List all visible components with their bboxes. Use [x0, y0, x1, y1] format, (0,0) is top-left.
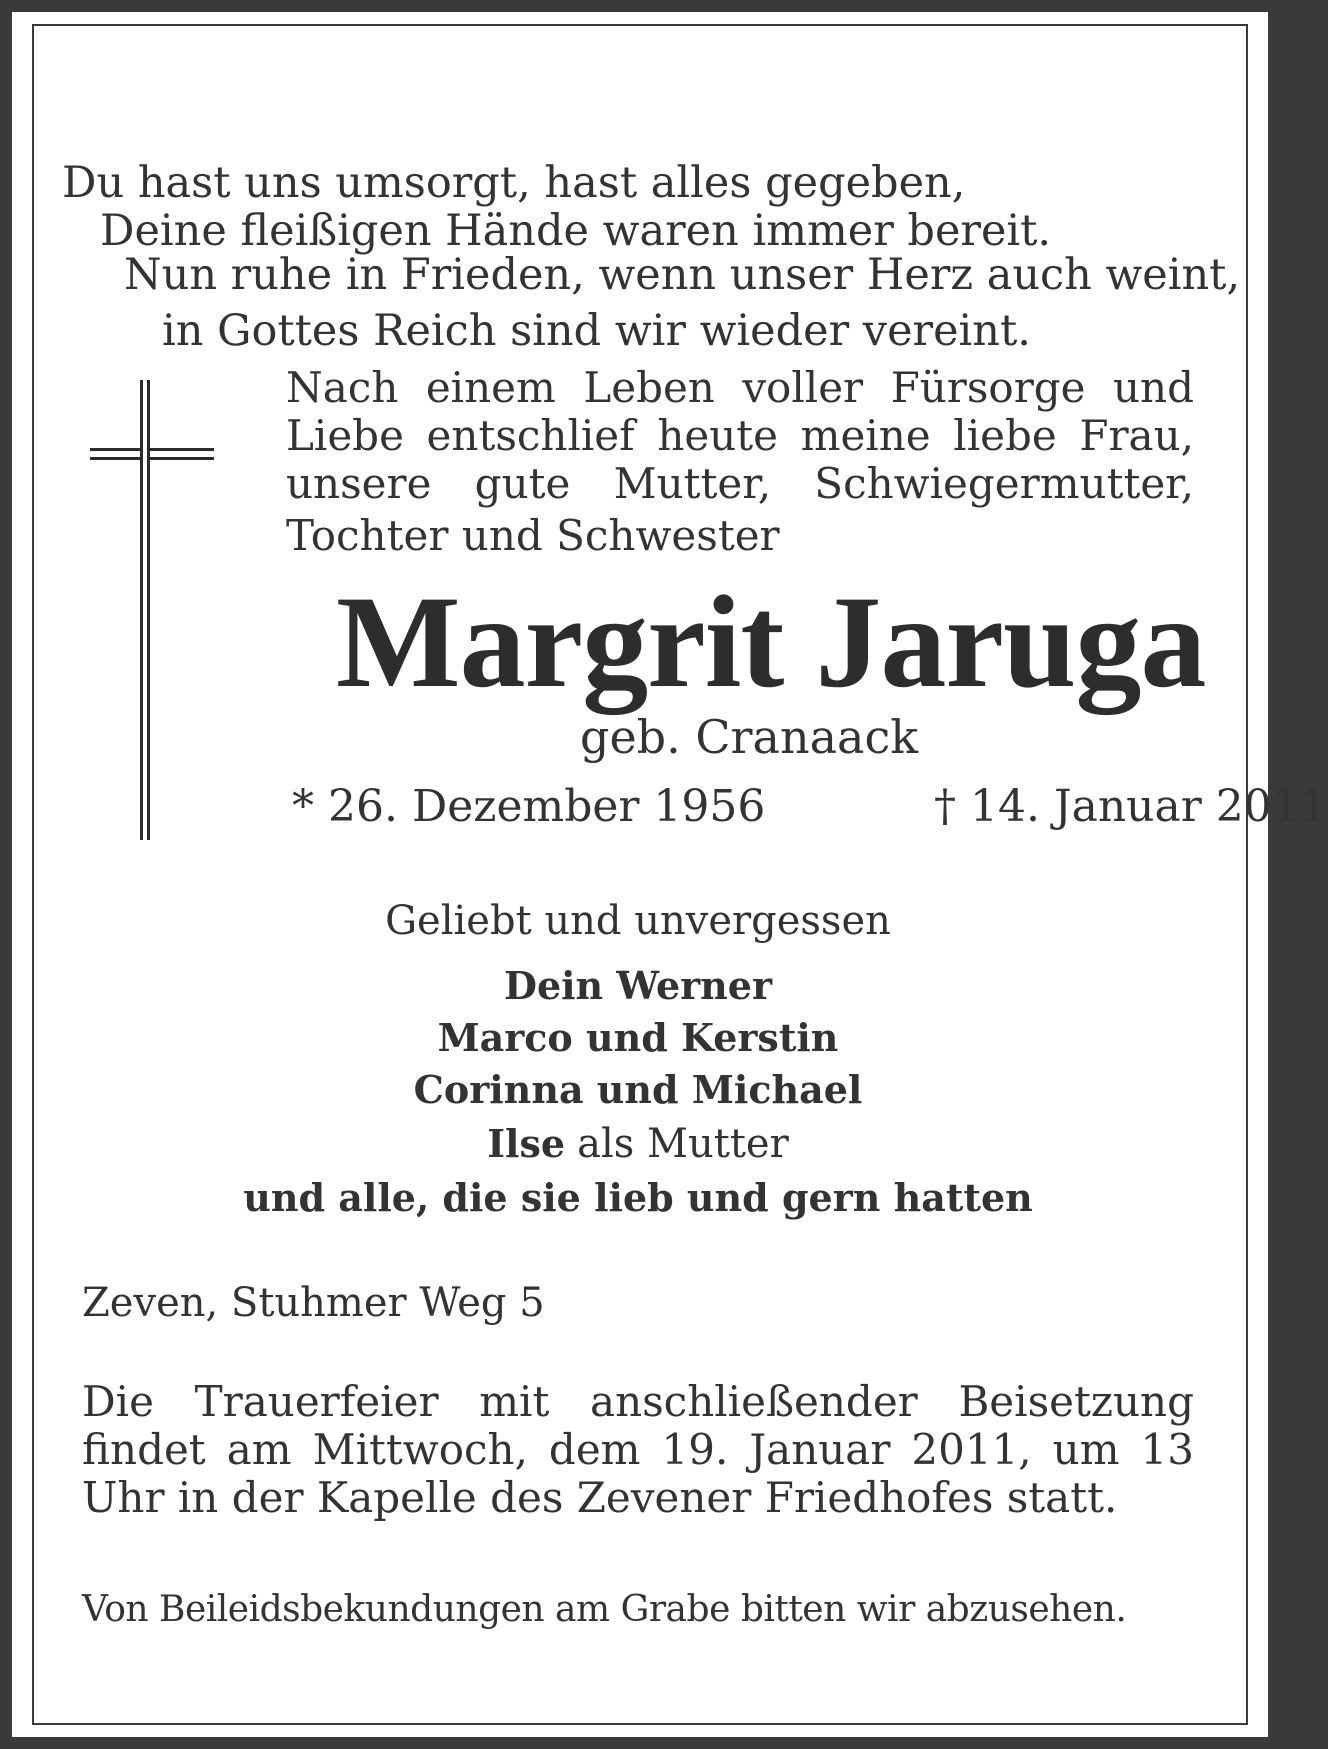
intro-line-4: Tochter und Schwester: [286, 511, 780, 560]
mourner-line-5: und alle, die sie lieb und gern hatten: [243, 1175, 1033, 1220]
mourner-ilse: Ilse: [487, 1121, 566, 1166]
mourner-line-3: Corinna und Michael: [413, 1067, 863, 1112]
poem-line-1: Du hast uns umsorgt, hast alles gegeben,: [62, 158, 966, 208]
deceased-name: Margrit Jaruga: [336, 568, 1206, 715]
mourner-line-4: [0, 1118, 1276, 1170]
intro-line-2: Liebe entschlief heute meine liebe Frau,: [286, 411, 1194, 460]
funeral-line-3: Uhr in der Kapelle des Zevener Friedhofes statt.: [82, 1473, 1118, 1522]
mourner-ilse-role: als Mutter: [577, 1121, 789, 1167]
poem-line-4: in Gottes Reich sind wir wieder vereint.: [162, 306, 1031, 356]
death-date: † 14. Januar 2011: [934, 781, 1328, 832]
intro-line-3: unsere gute Mutter, Schwiegermutter,: [286, 459, 1194, 508]
condolence-note: Von Beileidsbekundungen am Grabe bitten wir abzusehen.: [82, 1589, 1127, 1630]
intro-line-1: Nach einem Leben voller Fürsorge und: [286, 363, 1194, 412]
birth-date: * 26. Dezember 1956: [292, 781, 766, 832]
funeral-line-1: Die Trauerfeier mit anschließender Beisetzung: [82, 1377, 1194, 1426]
mourner-line-1: Dein Werner: [503, 963, 773, 1008]
tagline: Geliebt und unvergessen: [385, 898, 891, 944]
address: Zeven, Stuhmer Weg 5: [82, 1280, 545, 1326]
poem-line-2: Deine fleißigen Hände waren immer bereit.: [100, 206, 1052, 256]
mourner-line-2: Marco und Kerstin: [437, 1015, 839, 1060]
poem-line-3: Nun ruhe in Frieden, wenn unser Herz auch weint,: [124, 250, 1241, 300]
funeral-line-2: findet am Mittwoch, dem 19. Januar 2011, um 13: [82, 1425, 1194, 1474]
maiden-name: geb. Cranaack: [580, 710, 919, 764]
